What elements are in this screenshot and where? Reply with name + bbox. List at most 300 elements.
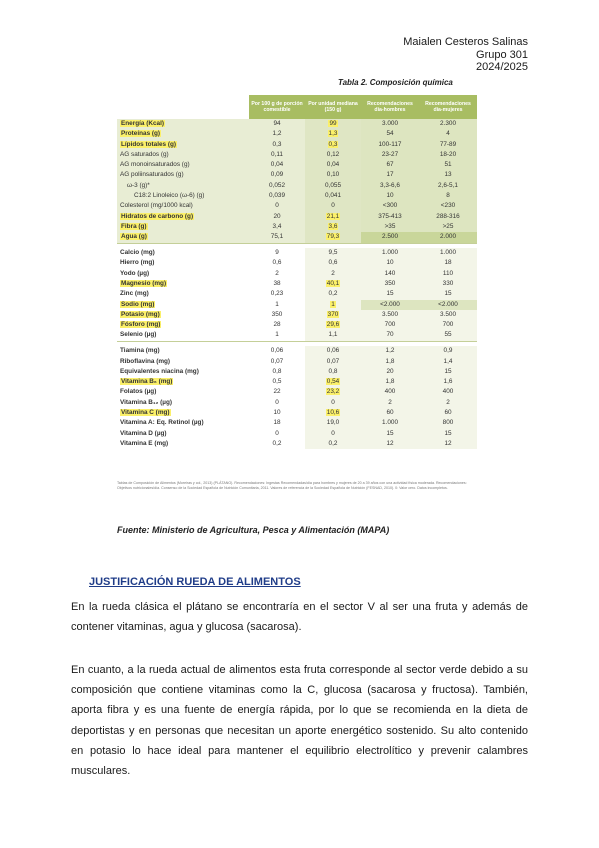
rec-women-text: 800 — [442, 419, 454, 427]
row-label-text: Colesterol (mg/1000 kcal) — [120, 202, 193, 210]
value-per-100g-text: 1 — [275, 300, 279, 308]
value-per-unit — [305, 170, 361, 180]
value-per-100g-text: 350 — [271, 310, 283, 318]
rec-men — [361, 330, 419, 341]
value-per-unit — [305, 222, 361, 232]
table-row — [117, 320, 477, 330]
composition-table-wrapper — [117, 95, 477, 449]
rec-men — [361, 212, 419, 222]
rec-women-text: 2 — [446, 398, 450, 406]
rec-men-text: 70 — [386, 331, 394, 339]
table-row — [117, 346, 477, 356]
rec-men — [361, 357, 419, 367]
row-label — [117, 119, 249, 129]
value-per-unit-text: 10,6 — [326, 409, 340, 417]
value-per-100g — [249, 377, 305, 387]
rec-men-text: 67 — [386, 161, 394, 169]
value-per-100g — [249, 310, 305, 320]
rec-women — [419, 201, 477, 211]
rec-men-text: 10 — [386, 192, 394, 200]
row-label-text: Vitamina A: Eq. Retinol (µg) — [120, 419, 204, 427]
value-per-100g — [249, 398, 305, 408]
header-per-100g: Por 100 g de porción comestible — [249, 95, 305, 119]
table-row — [117, 258, 477, 268]
value-per-unit-text: 0,3 — [328, 140, 338, 148]
value-per-100g-text: 2 — [275, 269, 279, 277]
row-label-text: AG poliinsaturados (g) — [120, 171, 184, 179]
rec-men-text: 140 — [384, 269, 396, 277]
rec-men-text: 375-413 — [378, 212, 402, 220]
rec-men — [361, 269, 419, 279]
value-per-100g — [249, 170, 305, 180]
value-per-100g — [249, 279, 305, 289]
row-label — [117, 232, 249, 243]
value-per-unit — [305, 429, 361, 439]
value-per-unit-text: 1,1 — [328, 331, 338, 339]
value-per-100g — [249, 346, 305, 356]
row-label-text: Fósforo (mg) — [121, 321, 161, 329]
value-per-100g-text: 0,04 — [270, 161, 284, 169]
rec-women — [419, 439, 477, 449]
value-per-unit-text: 79,3 — [326, 233, 340, 241]
rec-men-text: 12 — [386, 439, 394, 447]
value-per-100g — [249, 181, 305, 191]
rec-women — [419, 212, 477, 222]
row-label — [117, 429, 249, 439]
paragraph-current-wheel: En cuanto, a la rueda actual de alimentos esta fruta corresponde al sector verde debido a su composición que contiene vitaminas como la C, glucosa (sacarosa y fructosa). También, aporta fibra y es una fuente de energía rápida, por lo que se recomienda en la dieta de deportistas y en personas que necesitan un aporte energético sostenido. Su alto contenido en potasio lo hace ideal para mantener el equilibrio electrolítico y prevenir calambres musculares. — [71, 664, 528, 778]
rec-men-text: 23-27 — [381, 150, 399, 158]
row-label — [117, 222, 249, 232]
table-row — [117, 129, 477, 139]
table-row — [117, 150, 477, 160]
rec-women — [419, 418, 477, 428]
rec-women — [419, 310, 477, 320]
rec-women-text: 15 — [444, 429, 452, 437]
value-per-100g-text: 0,07 — [270, 357, 284, 365]
rec-women — [419, 232, 477, 243]
row-label-text: ω-3 (g)* — [127, 181, 150, 189]
value-per-100g-text: 10 — [273, 409, 281, 417]
value-per-100g-text: 0,09 — [270, 171, 284, 179]
value-per-100g-text: 1,2 — [272, 130, 282, 138]
rec-men — [361, 408, 419, 418]
value-per-unit-text: 40,1 — [326, 279, 340, 287]
rec-women — [419, 170, 477, 180]
rec-men-text: 1.000 — [382, 419, 398, 427]
value-per-unit-text: 0,041 — [325, 192, 341, 200]
table-row — [117, 418, 477, 428]
value-per-100g-text: 28 — [273, 321, 281, 329]
value-per-unit-text: 29,6 — [326, 321, 340, 329]
value-per-unit — [305, 398, 361, 408]
value-per-unit-text: 0,10 — [326, 171, 340, 179]
row-label — [117, 248, 249, 258]
row-label-text: Tiamina (mg) — [120, 347, 160, 355]
rec-men-text: 350 — [384, 279, 396, 287]
row-label-text: C18:2 Linoleico (ω-6) (g) — [134, 192, 205, 200]
table-row — [117, 170, 477, 180]
table-footnote: Tablas de Composición de Alimentos (Moreiras y col., 2013) (PLÁTANO). Recomendaciones: Ingestas Recomendadas/día para hombres y mujeres de 20 a 39 años con una actividad física moderada. Recomendaciones: Objetivos nutricionales/día. Consenso de la Sociedad Española de Nutrición Comunitaria, 2011. Valores de referencia de la Sociedad Española de Nutrición (FESNAD, 2010). 0: Valor cero. Datos incompletos. — [117, 481, 467, 491]
row-label-text: Selenio (µg) — [120, 331, 157, 339]
row-label — [117, 377, 249, 387]
value-per-100g-text: 0 — [275, 429, 279, 437]
value-per-100g-text: 0,6 — [272, 259, 282, 267]
value-per-100g — [249, 191, 305, 201]
rec-women-text: 3.500 — [440, 310, 456, 318]
table-row — [117, 289, 477, 299]
document-header — [403, 36, 528, 74]
table-row — [117, 429, 477, 439]
table-source: Fuente: Ministerio de Agricultura, Pesca y Alimentación (MAPA) — [117, 525, 390, 535]
value-per-unit — [305, 248, 361, 258]
value-per-unit-text: 21,1 — [326, 212, 340, 220]
rec-women — [419, 160, 477, 170]
value-per-unit-text: 0 — [331, 429, 335, 437]
value-per-100g-text: 0 — [275, 202, 279, 210]
rec-men — [361, 201, 419, 211]
rec-men — [361, 181, 419, 191]
row-label — [117, 300, 249, 310]
rec-men — [361, 129, 419, 139]
row-label-text: Lípidos totales (g) — [121, 140, 177, 148]
row-label-text: Calcio (mg) — [120, 249, 155, 257]
row-label — [117, 320, 249, 330]
row-label-text: Magnesio (mg) — [121, 279, 167, 287]
rec-men — [361, 429, 419, 439]
row-label — [117, 269, 249, 279]
value-per-unit — [305, 408, 361, 418]
rec-women-text: <2.000 — [438, 300, 458, 308]
rec-men — [361, 346, 419, 356]
row-label-text: AG monoinsaturados (g) — [120, 161, 190, 169]
row-label-text: Fibra (g) — [121, 222, 147, 230]
value-per-unit-text: 1 — [331, 300, 335, 308]
rec-men — [361, 320, 419, 330]
value-per-unit — [305, 129, 361, 139]
rec-women-text: 2.300 — [440, 120, 456, 127]
rec-women-text: 18-20 — [439, 150, 457, 158]
rec-women — [419, 258, 477, 268]
rec-women — [419, 398, 477, 408]
value-per-100g-text: 1 — [275, 331, 279, 339]
table-row — [117, 119, 477, 129]
value-per-100g — [249, 289, 305, 299]
row-label — [117, 129, 249, 139]
rec-women — [419, 377, 477, 387]
value-per-100g-text: 75,1 — [270, 233, 284, 241]
rec-women — [419, 320, 477, 330]
value-per-100g — [249, 320, 305, 330]
row-label — [117, 160, 249, 170]
rec-women-text: 4 — [446, 130, 450, 138]
row-label-text: Sodio (mg) — [121, 300, 155, 308]
value-per-100g-text: 0,23 — [270, 290, 284, 298]
value-per-unit-text: 0,8 — [328, 367, 338, 375]
row-label — [117, 398, 249, 408]
value-per-unit — [305, 357, 361, 367]
value-per-100g — [249, 300, 305, 310]
rec-men — [361, 150, 419, 160]
value-per-100g-text: 0,2 — [272, 439, 282, 447]
value-per-100g-text: 18 — [273, 419, 281, 427]
rec-men — [361, 387, 419, 397]
value-per-100g — [249, 140, 305, 150]
rec-men — [361, 248, 419, 258]
value-per-100g-text: 0,039 — [269, 192, 285, 200]
rec-men-text: 15 — [386, 290, 394, 298]
rec-men — [361, 418, 419, 428]
rec-men — [361, 191, 419, 201]
rec-men-text: 17 — [386, 171, 394, 179]
value-per-100g — [249, 429, 305, 439]
value-per-100g — [249, 201, 305, 211]
value-per-100g-text: 0,11 — [271, 150, 283, 158]
rec-men-text: 1,2 — [385, 347, 395, 355]
value-per-100g-text: 0,8 — [272, 367, 282, 375]
table-header-row — [117, 95, 477, 119]
value-per-unit-text: 19,0 — [326, 419, 340, 427]
row-label-text: Energía (Kcal) — [121, 120, 164, 127]
value-per-unit-text: 0,12 — [326, 150, 340, 158]
rec-men — [361, 289, 419, 299]
value-per-100g — [249, 330, 305, 341]
value-per-100g — [249, 212, 305, 222]
rec-women-text: 400 — [442, 388, 454, 396]
rec-women-text: 2.000 — [440, 233, 456, 241]
rec-women — [419, 300, 477, 310]
value-per-unit-text: 0 — [331, 202, 335, 210]
rec-men-text: 1,8 — [385, 357, 395, 365]
row-label-text: Zinc (mg) — [120, 290, 149, 298]
rec-women-text: 12 — [444, 439, 452, 447]
table-caption: Tabla 2. Composición química — [338, 78, 453, 87]
rec-women-text: 2,6-5,1 — [438, 181, 458, 189]
rec-men-text: 1,8 — [385, 378, 395, 386]
value-per-unit-text: 0,6 — [328, 259, 338, 267]
row-label-text: Vitamina E (mg) — [120, 439, 169, 447]
row-label-text: Hierro (mg) — [120, 259, 155, 267]
rec-women — [419, 408, 477, 418]
table-row — [117, 279, 477, 289]
value-per-unit — [305, 310, 361, 320]
table-row — [117, 248, 477, 258]
value-per-unit — [305, 160, 361, 170]
value-per-unit — [305, 320, 361, 330]
table-row — [117, 377, 477, 387]
rec-men-text: >35 — [384, 222, 396, 230]
row-label-text: Proteínas (g) — [121, 130, 161, 138]
rec-women-text: 700 — [442, 321, 454, 329]
value-per-100g — [249, 150, 305, 160]
value-per-unit-text: 370 — [327, 310, 339, 318]
rec-men — [361, 222, 419, 232]
rec-women — [419, 279, 477, 289]
rec-women-text: >25 — [442, 222, 454, 230]
rec-women — [419, 222, 477, 232]
value-per-100g-text: 20 — [273, 212, 281, 220]
rec-men-text: 3.000 — [382, 120, 398, 127]
rec-women — [419, 387, 477, 397]
row-label — [117, 289, 249, 299]
rec-women-text: 8 — [446, 192, 450, 200]
row-label — [117, 191, 249, 201]
value-per-100g — [249, 258, 305, 268]
value-per-unit — [305, 279, 361, 289]
rec-women-text: 77-89 — [439, 140, 457, 148]
header-per-unit: Por unidad mediana (150 g) — [305, 95, 361, 119]
value-per-unit-text: 0,06 — [326, 347, 340, 355]
row-label-text: Potasio (mg) — [121, 310, 160, 318]
value-per-unit-text: 0,2 — [328, 439, 338, 447]
table-row — [117, 181, 477, 191]
rec-women — [419, 248, 477, 258]
row-label — [117, 258, 249, 268]
table-row — [117, 191, 477, 201]
rec-men — [361, 300, 419, 310]
value-per-unit-text: 0,54 — [326, 378, 340, 386]
rec-women — [419, 191, 477, 201]
rec-women — [419, 289, 477, 299]
rec-men — [361, 140, 419, 150]
rec-men — [361, 170, 419, 180]
rec-women — [419, 429, 477, 439]
value-per-100g-text: 0,5 — [272, 378, 282, 386]
row-label-text: Vitamina D (µg) — [120, 429, 167, 437]
value-per-unit — [305, 300, 361, 310]
row-label — [117, 357, 249, 367]
row-label — [117, 181, 249, 191]
rec-men — [361, 398, 419, 408]
rec-men — [361, 279, 419, 289]
table-row — [117, 310, 477, 320]
value-per-unit — [305, 119, 361, 129]
value-per-unit — [305, 330, 361, 341]
row-label — [117, 408, 249, 418]
table-row — [117, 269, 477, 279]
table-row — [117, 160, 477, 170]
value-per-100g-text: 0 — [275, 398, 279, 406]
rec-men — [361, 232, 419, 243]
value-per-unit — [305, 269, 361, 279]
rec-women-text: 15 — [444, 290, 452, 298]
table-row — [117, 300, 477, 310]
value-per-100g — [249, 160, 305, 170]
value-per-unit-text: 3,6 — [328, 222, 338, 230]
value-per-unit-text: 23,2 — [326, 388, 340, 396]
rec-men — [361, 367, 419, 377]
value-per-unit — [305, 367, 361, 377]
row-label-text: Vitamina C (mg) — [121, 409, 170, 417]
row-label — [117, 346, 249, 356]
value-per-unit-text: 0 — [331, 398, 335, 406]
row-label-text: Vitamina B₁₂ (µg) — [120, 398, 173, 406]
row-label-text: Vitamina B₆ (mg) — [121, 378, 173, 386]
value-per-unit-text: 0,04 — [326, 161, 340, 169]
rec-men — [361, 310, 419, 320]
value-per-100g — [249, 222, 305, 232]
table-row — [117, 367, 477, 377]
row-label — [117, 212, 249, 222]
rec-women-text: 1,6 — [443, 378, 453, 386]
value-per-100g-text: 0,06 — [270, 347, 284, 355]
rec-women — [419, 150, 477, 160]
value-per-100g — [249, 367, 305, 377]
rec-women — [419, 330, 477, 341]
value-per-100g — [249, 408, 305, 418]
rec-men-text: 60 — [386, 409, 394, 417]
rec-women — [419, 357, 477, 367]
row-label-text: Riboflavina (mg) — [120, 357, 171, 365]
rec-women-text: 1,4 — [443, 357, 453, 365]
rec-women-text: <230 — [440, 202, 456, 210]
header-rec-men: Recomendaciones día-hombres — [361, 95, 419, 119]
rec-men-text: 2 — [388, 398, 392, 406]
table-row — [117, 222, 477, 232]
value-per-100g — [249, 119, 305, 129]
value-per-unit-text: 0,2 — [328, 290, 338, 298]
rec-women — [419, 269, 477, 279]
value-per-100g — [249, 418, 305, 428]
value-per-unit — [305, 201, 361, 211]
table-row — [117, 330, 477, 341]
value-per-unit — [305, 387, 361, 397]
row-label — [117, 367, 249, 377]
value-per-unit-text: 99 — [329, 120, 337, 127]
value-per-100g-text: 0,3 — [272, 140, 282, 148]
rec-women — [419, 346, 477, 356]
rec-men-text: 54 — [386, 130, 394, 138]
rec-men — [361, 258, 419, 268]
value-per-unit — [305, 232, 361, 243]
rec-women-text: 330 — [442, 279, 454, 287]
table-row — [117, 398, 477, 408]
author-name: Maialen Cesteros Salinas — [403, 36, 528, 48]
composition-table — [117, 95, 477, 449]
rec-men-text: 1.000 — [382, 249, 398, 257]
value-per-100g — [249, 357, 305, 367]
rec-men — [361, 160, 419, 170]
value-per-100g-text: 0,052 — [269, 181, 285, 189]
rec-women-text: 51 — [444, 161, 452, 169]
value-per-100g-text: 38 — [273, 279, 281, 287]
row-label-text: Yodo (µg) — [120, 269, 150, 277]
year-label: 2024/2025 — [476, 61, 528, 73]
row-label — [117, 150, 249, 160]
rec-men — [361, 119, 419, 129]
row-label — [117, 201, 249, 211]
rec-men-text: 700 — [384, 321, 396, 329]
value-per-100g — [249, 387, 305, 397]
rec-women — [419, 181, 477, 191]
rec-women-text: 18 — [444, 259, 452, 267]
rec-men-text: 100-117 — [378, 140, 402, 148]
rec-men-text: 10 — [386, 259, 394, 267]
table-body — [117, 119, 477, 449]
value-per-unit-text: 1,3 — [328, 130, 338, 138]
value-per-unit — [305, 439, 361, 449]
row-label — [117, 310, 249, 320]
table-row — [117, 439, 477, 449]
value-per-100g — [249, 269, 305, 279]
row-label-text: Folatos (µg) — [120, 388, 157, 396]
row-label-text: Agua (g) — [121, 233, 147, 241]
rec-men-text: 2.500 — [382, 233, 398, 241]
rec-men-text: <300 — [382, 202, 398, 210]
row-label — [117, 439, 249, 449]
rec-women-text: 15 — [444, 367, 452, 375]
paragraph-classic-wheel: En la rueda clásica el plátano se encontraría en el sector V al ser una fruta y además de contener vitaminas, agua y glucosa (sacarosa). — [71, 601, 528, 634]
value-per-unit-text: 0,055 — [325, 181, 341, 189]
